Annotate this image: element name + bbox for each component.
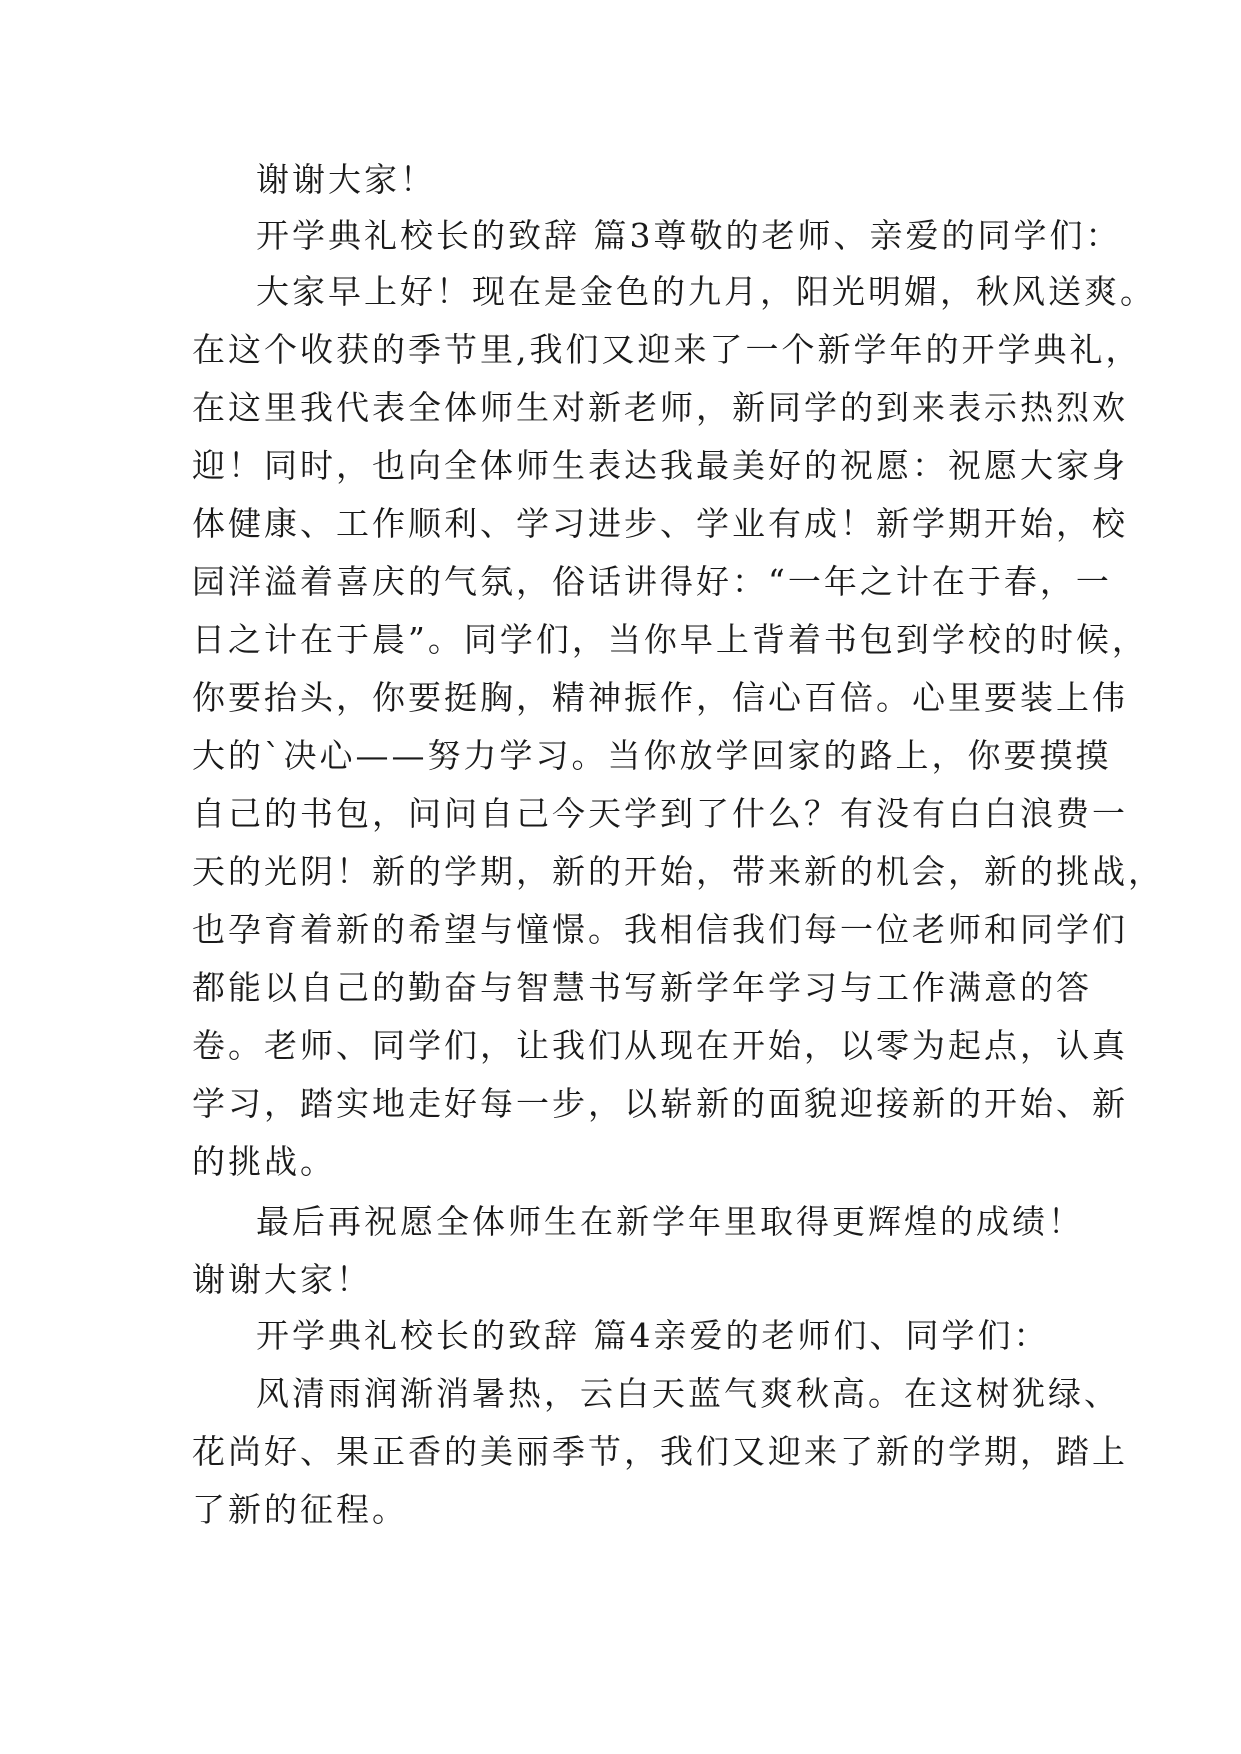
section-heading: 开学典礼校长的致辞 篇3尊敬的老师、亲爱的同学们： bbox=[256, 216, 1122, 255]
text-line: 谢谢大家！ bbox=[256, 160, 436, 199]
paragraph-line: 在这里我代表全体师生对新老师，新同学的到来表示热烈欢 bbox=[192, 388, 1128, 427]
paragraph-line: 大的`决心——努力学习。当你放学回家的路上，你要摸摸 bbox=[192, 736, 1112, 775]
paragraph-line: 天的光阴！新的学期，新的开始，带来新的机会，新的挑战， bbox=[192, 852, 1164, 891]
paragraph-line: 园洋溢着喜庆的气氛，俗话讲得好：“一年之计在于春，一 bbox=[192, 562, 1112, 601]
paragraph-line: 大家早上好！现在是金色的九月，阳光明媚，秋风送爽。 bbox=[256, 272, 1156, 311]
paragraph-line: 也孕育着新的希望与憧憬。我相信我们每一位老师和同学们 bbox=[192, 910, 1128, 949]
paragraph-line: 自己的书包，问问自己今天学到了什么？有没有白白浪费一 bbox=[192, 794, 1128, 833]
paragraph-line: 迎！同时，也向全体师生表达我最美好的祝愿：祝愿大家身 bbox=[192, 446, 1128, 485]
paragraph-line: 都能以自己的勤奋与智慧书写新学年学习与工作满意的答 bbox=[192, 968, 1092, 1007]
paragraph-line: 了新的征程。 bbox=[192, 1490, 408, 1529]
text-line: 谢谢大家！ bbox=[192, 1260, 372, 1299]
paragraph-line: 卷。老师、同学们，让我们从现在开始，以零为起点，认真 bbox=[192, 1026, 1128, 1065]
paragraph-line: 日之计在于晨”。同学们，当你早上背着书包到学校的时候， bbox=[192, 620, 1148, 659]
paragraph-line: 你要抬头，你要挺胸，精神振作，信心百倍。心里要装上伟 bbox=[192, 678, 1128, 717]
paragraph-line: 花尚好、果正香的美丽季节，我们又迎来了新的学期，踏上 bbox=[192, 1432, 1128, 1471]
paragraph-line: 体健康、工作顺利、学习进步、学业有成！新学期开始，校 bbox=[192, 504, 1128, 543]
paragraph-line: 风清雨润渐消暑热，云白天蓝气爽秋高。在这树犹绿、 bbox=[256, 1374, 1120, 1413]
paragraph-line: 学习，踏实地走好每一步，以崭新的面貌迎接新的开始、新 bbox=[192, 1084, 1128, 1123]
paragraph-line: 最后再祝愿全体师生在新学年里取得更辉煌的成绩！ bbox=[256, 1202, 1084, 1241]
paragraph-line: 在这个收获的季节里,我们又迎来了一个新学年的开学典礼， bbox=[192, 330, 1142, 369]
paragraph-line: 的挑战。 bbox=[192, 1142, 336, 1181]
section-heading: 开学典礼校长的致辞 篇4亲爱的老师们、同学们： bbox=[256, 1316, 1050, 1355]
